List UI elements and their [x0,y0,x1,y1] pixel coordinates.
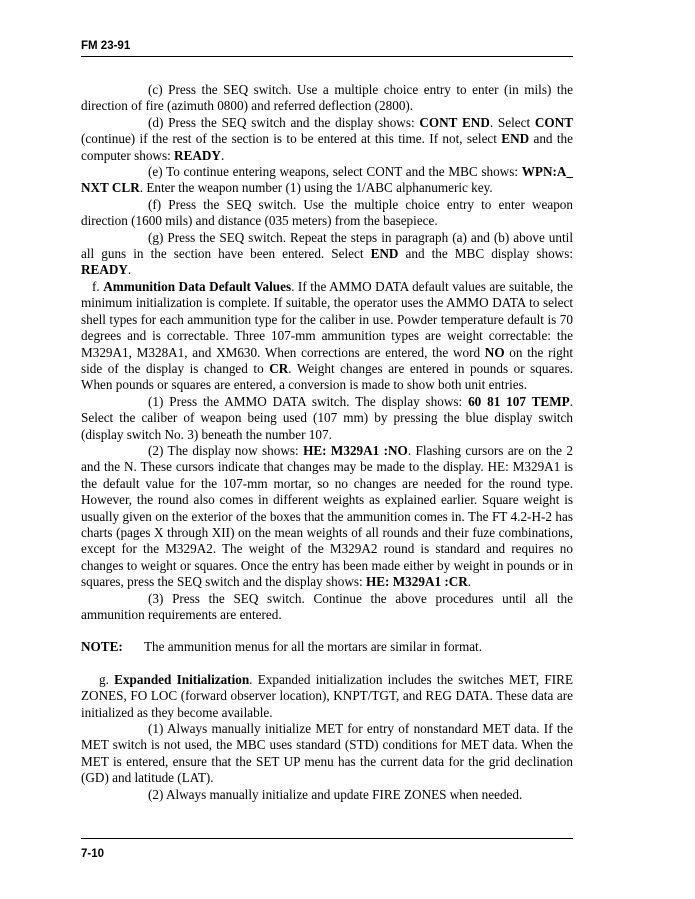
page-body [81,82,573,803]
section-title-expanded-initialization: Expanded Initialization [114,671,250,687]
para-g2: (2) Always manually initialize and update FIRE ZONES when needed. [148,786,523,802]
para-g1: (1) Always manually initialize MET for entry of nonstandard MET data. If the MET switch is not used, the MBC uses standard (STD) conditions for MET data. When the MET is entered, ensure that the SET UP menu has the current data for the grid declination (GD) and latitude (LAT). [81,721,573,786]
section-title-ammunition-data: Ammunition Data Default Values [103,278,292,294]
running-header: FM 23-91 [81,40,131,52]
para-g: g. Expanded Initialization. Expanded initialization includes the switches MET, FIRE ZONES, FO LOC (forward observer location), KNPT/TGT, and REG DATA. These data are initialized as they become available. [81,671,574,720]
note-block [81,639,573,655]
para-f1: (1) Press the AMMO DATA switch. The display shows: 60 81 107 TEMP. Select the caliber of weapon being used (107 mm) by pressing the blue display switch (display switch No. 3) beneath the number 107. [81,393,573,442]
para-f3: (3) Press the SEQ switch. Continue the above procedures until all the ammunition requirements are entered. [81,590,573,622]
para-g-sub: (g) Press the SEQ switch. Repeat the steps in paragraph (a) and (b) above until all guns in the section have been entered. Select END and the MBC display shows: READY. [81,229,574,278]
page-number: 7-10 [81,848,105,860]
note-label: NOTE: [81,639,123,655]
footer-rule [81,838,573,839]
para-e: (e) To continue entering weapons, select CONT and the MBC shows: WPN:A_ NXT CLR. Enter the weapon number (1) using the 1/ABC alphanumeric key. [81,164,573,196]
header-rule [81,56,573,57]
para-d: (d) Press the SEQ switch and the display shows: CONT END. Select CONT (continue) if the rest of the section is to be entered at this time. If not, select END and the computer shows: READY. [81,114,573,163]
para-f: f. Ammunition Data Default Values. If the AMMO DATA default values are suitable, the minimum initialization is complete. If suitable, the operator uses the AMMO DATA to select shell types for each ammunition type for the caliber in use. Powder temperature default is 70 degrees and is correctable. Three 107-mm ammunition types are weight correctable: the M329A1, M328A1, and XM630. When corrections are entered, the word NO on the right side of the display is changed to CR. Weight changes are entered in pounds or squares. When pounds or squares are entered, a conversion is made to show both unit entries. [81,278,573,393]
para-f2: (2) The display now shows: HE: M329A1 :NO. Flashing cursors are on the 2 and the N. These cursors indicate that changes may be made to the display. HE: M329A1 is the default value for the 107-mm mortar, so no changes are needed for the round type. However, the round also comes in different weights as explained earlier. Square weight is usually given on the exterior of the boxes that the ammunition comes in. The FT 4.2-H-2 has charts (pages X through XII) on the mean weights of all rounds and their fuze combinations, except for the M329A2. The weight of the M329A2 round is standard and requires no changes to weight or squares. Once the entry has been made either by weight in pounds or in squares, press the SEQ switch and the display shows: HE: M329A1 :CR. [81,442,573,590]
para-f-sub: (f) Press the SEQ switch. Use the multiple choice entry to enter weapon direction (1600 mils) and distance (035 meters) from the basepiece. [81,196,573,229]
para-c: (c) Press the SEQ switch. Use a multiple choice entry to enter (in mils) the direction of fire (azimuth 0800) and referred deflection (2800). [81,82,573,114]
note-text: The ammunition menus for all the mortars are similar in format. [144,639,483,655]
